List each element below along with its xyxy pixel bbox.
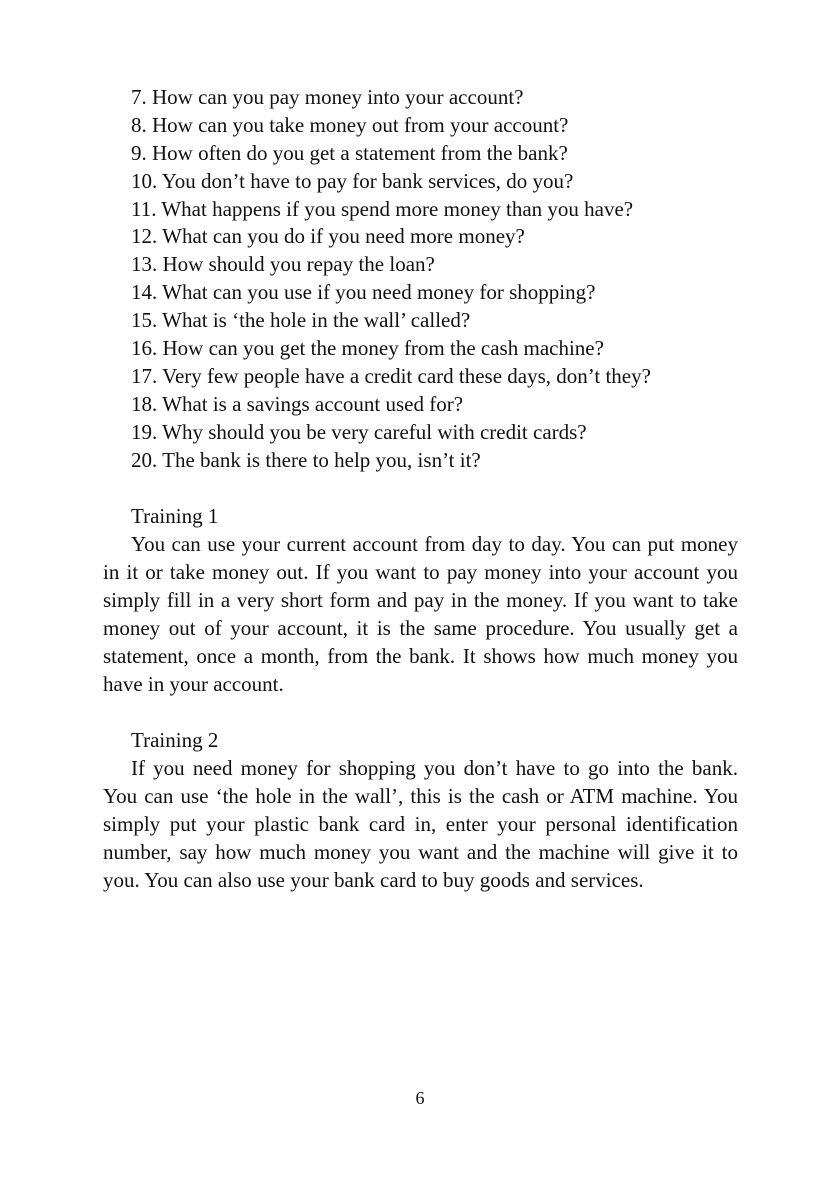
- question-item: 7. How can you pay money into your account?: [131, 85, 524, 109]
- question-item: 18. What is a savings account used for?: [131, 391, 464, 416]
- question-item: 14. What can you use if you need money for shopping?: [131, 280, 596, 305]
- training-1-title: Training 1: [131, 504, 219, 529]
- question-item: 8. How can you take money out from your account?: [131, 112, 569, 137]
- document-page: [103, 84, 738, 894]
- training-2-paragraph: If you need money for shopping you don’t have to go into the bank. You can use ‘the hole in the wall’, this is the cash or ATM machine. You simply put your plastic bank card in, enter your personal identification number, say how much money you want and the machine will give it to you. You can also use your bank card to buy goods and services.: [103, 756, 738, 893]
- question-item: 19. Why should you be very careful with credit cards?: [131, 419, 587, 444]
- question-item: 10. You don’t have to pay for bank services, do you?: [131, 168, 574, 193]
- question-list: [103, 84, 738, 474]
- training-1-section: [103, 502, 738, 698]
- question-item: 15. What is ‘the hole in the wall’ called?: [131, 308, 471, 333]
- question-item: 16. How can you get the money from the cash machine?: [131, 336, 604, 361]
- question-item: 20. The bank is there to help you, isn’t it?: [131, 447, 481, 472]
- training-2-section: [103, 726, 738, 894]
- question-item: 9. How often do you get a statement from the bank?: [131, 140, 568, 165]
- training-2-title: Training 2: [131, 728, 219, 753]
- question-item: 13. How should you repay the loan?: [131, 252, 435, 277]
- page-number: 6: [415, 1088, 425, 1108]
- question-item: 17. Very few people have a credit card these days, don’t they?: [131, 363, 651, 388]
- question-item: 12. What can you do if you need more money?: [131, 224, 525, 249]
- question-item: 11. What happens if you spend more money than you have?: [131, 196, 634, 221]
- training-1-paragraph: You can use your current account from day to day. You can put money in it or take money out. If you want to pay money into your account you simply fill in a very short form and pay in the money. If you want to take money out of your account, it is the same procedure. You usually get a statement, once a month, from the bank. It shows how much money you have in your account.: [103, 532, 738, 697]
